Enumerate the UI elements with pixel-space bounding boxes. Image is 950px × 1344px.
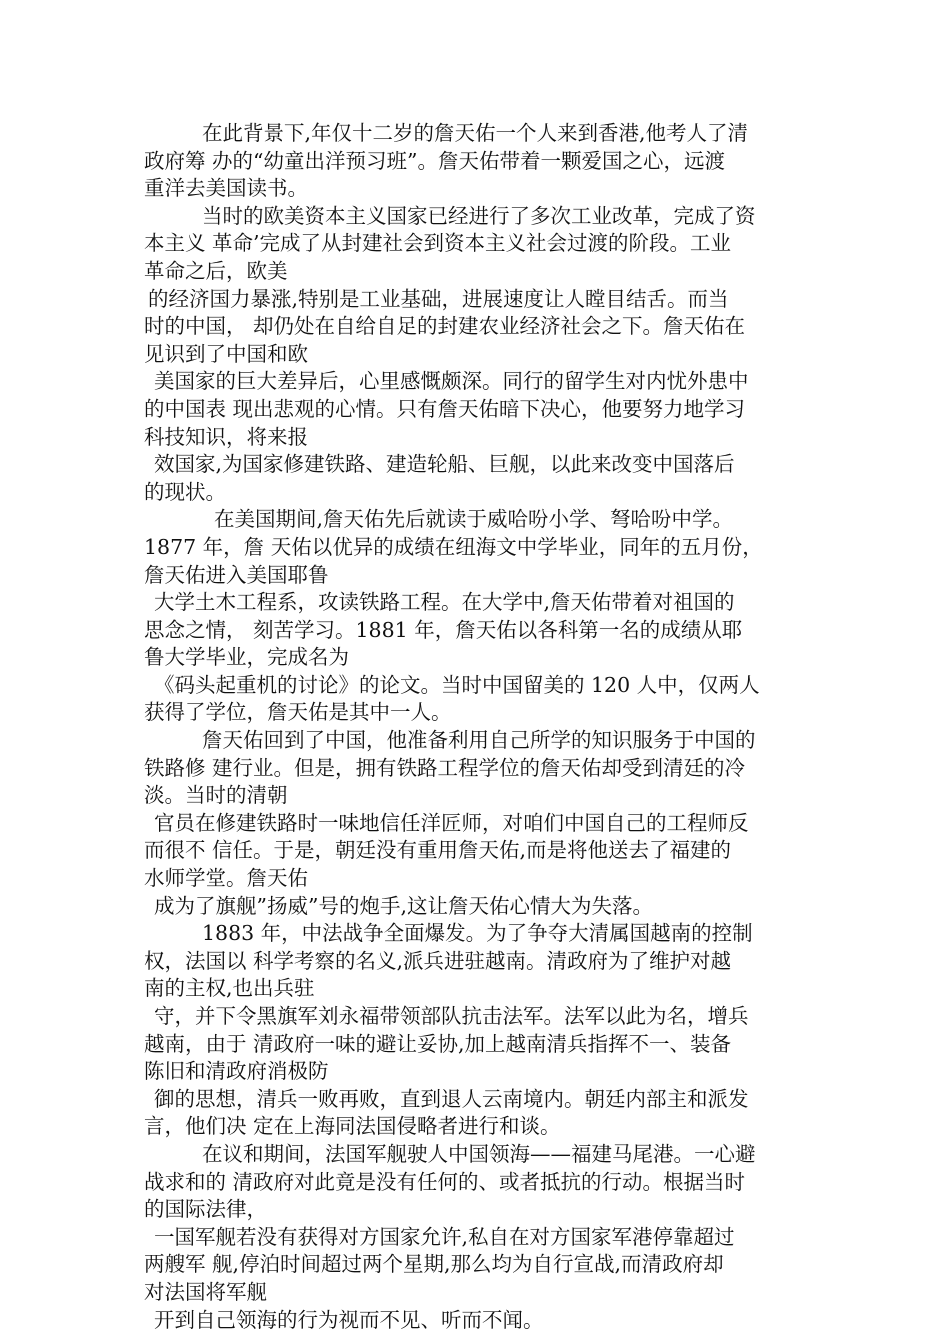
text-line: 南的主权,也出兵驻: [144, 976, 315, 1001]
text-line: 科技知识，将来报: [144, 424, 308, 449]
text-line: 权，法国以 科学考察的名义,派兵进驻越南。清政府为了维护对越: [144, 948, 732, 973]
text-line: 政府筹 办的“幼童出洋预习班”。詹天佑带着一颗爱国之心，远渡: [144, 148, 725, 173]
text-line: 鲁大学毕业，完成名为: [144, 645, 349, 670]
text-line: 而很不 信任。于是，朝廷没有重用詹天佑,而是将他送去了福建的: [144, 838, 732, 863]
text-line: 开到自己领海的行为视而不见、听而不闻。: [154, 1307, 544, 1332]
text-line: 官员在修建铁路时一味地信任洋匠师，对咱们中国自己的工程师反: [154, 810, 749, 835]
text-line: 的经济国力暴涨,特别是工业基础，进展速度让人瞠目结舌。而当: [148, 286, 729, 311]
text-line: 本主义 革命’完成了从封建社会到资本主义社会过渡的阶段。工业: [144, 231, 732, 256]
text-line: 言，他们决 定在上海同法国侵略者进行和谈。: [144, 1114, 561, 1139]
text-line: 在此背景下,年仅十二岁的詹天佑一个人来到香港,他考人了清: [202, 121, 749, 145]
document-body: [144, 120, 824, 1334]
text-line: 大学土木工程系，攻读铁路工程。在大学中,詹天佑带着对祖国的: [154, 590, 735, 615]
text-line: 获得了学位，詹天佑是其中一人。: [144, 700, 452, 725]
text-line: 两艘军 舰,停泊时间超过两个星期,那么均为自行宣战,而清政府却: [144, 1252, 724, 1277]
text-line: 御的思想，清兵一败再败，直到退人云南境内。朝廷内部主和派发: [154, 1086, 749, 1111]
text-line: 重洋去美国读书。: [144, 176, 308, 201]
text-line: 水师学堂。詹天佑: [144, 866, 308, 891]
text-line: 守，并下令黑旗军刘永福带领部队抗击法军。法军以此为名，增兵: [154, 1004, 749, 1028]
text-line: 成为了旗舰”扬威”号的炮手,这让詹天佑心情大为失落。: [154, 893, 653, 918]
text-line: 一国军舰若没有获得对方国家允许,私自在对方国家军港停靠超过: [154, 1224, 735, 1249]
text-line: 1877 年，詹 天佑以优异的成绩在纽海文中学毕业，同年的五月份，: [144, 534, 763, 559]
text-line: 时的中国， 却仍处在自给自足的封建农业经济社会之下。詹天佑在: [144, 314, 746, 339]
text-line: 革命之后，欧美: [144, 258, 288, 283]
text-line: 的现状。: [144, 479, 226, 504]
text-line: 陈旧和清政府消极防: [144, 1059, 329, 1084]
text-line: 战求和的 清政府对此竟是没有任何的、或者抵抗的行动。根据当时: [144, 1169, 746, 1194]
text-line: 1883 年，中法战争全面爆发。为了争夺大清属国越南的控制: [202, 921, 753, 946]
text-line: 越南，由于 清政府一味的避让妥协,加上越南清兵指挥不一、装备: [144, 1031, 732, 1056]
text-line: 《码头起重机的讨论》的论文。当时中国留美的 120 人中，仅两人: [154, 672, 760, 697]
text-line: 詹天佑回到了中国，他准备利用自己所学的知识服务于中国的: [202, 728, 756, 753]
text-line: 见识到了中国和欧: [144, 341, 308, 366]
text-line: 在议和期间，法国军舰驶人中国领海——福建马尾港。一心避: [202, 1141, 756, 1166]
text-line: 詹天佑进入美国耶鲁: [144, 562, 329, 587]
text-line: 淡。当时的清朝: [144, 783, 288, 808]
text-line: 当时的欧美资本主义国家已经进行了多次工业改革，完成了资: [202, 203, 756, 228]
text-line: 美国家的巨大差异后，心里感慨颇深。同行的留学生对内忧外患中: [154, 369, 749, 394]
text-line: 在美国期间,詹天佑先后就读于威哈吩小学、弩哈吩中学。: [214, 507, 734, 532]
text-line: 效国家,为国家修建铁路、建造轮船、巨舰，以此来改变中国落后: [154, 452, 735, 477]
text-line: 思念之情， 刻苦学习。1881 年，詹天佑以各科第一名的成绩从耶: [144, 617, 743, 642]
text-line: 对法国将军舰: [144, 1279, 267, 1304]
text-line: 的国际法律，: [144, 1197, 267, 1222]
text-line: 铁路修 建行业。但是，拥有铁路工程学位的詹天佑却受到清廷的冷: [144, 755, 746, 780]
text-line: 的中国表 现出悲观的心情。只有詹天佑暗下决心，他要努力地学习: [144, 396, 746, 421]
